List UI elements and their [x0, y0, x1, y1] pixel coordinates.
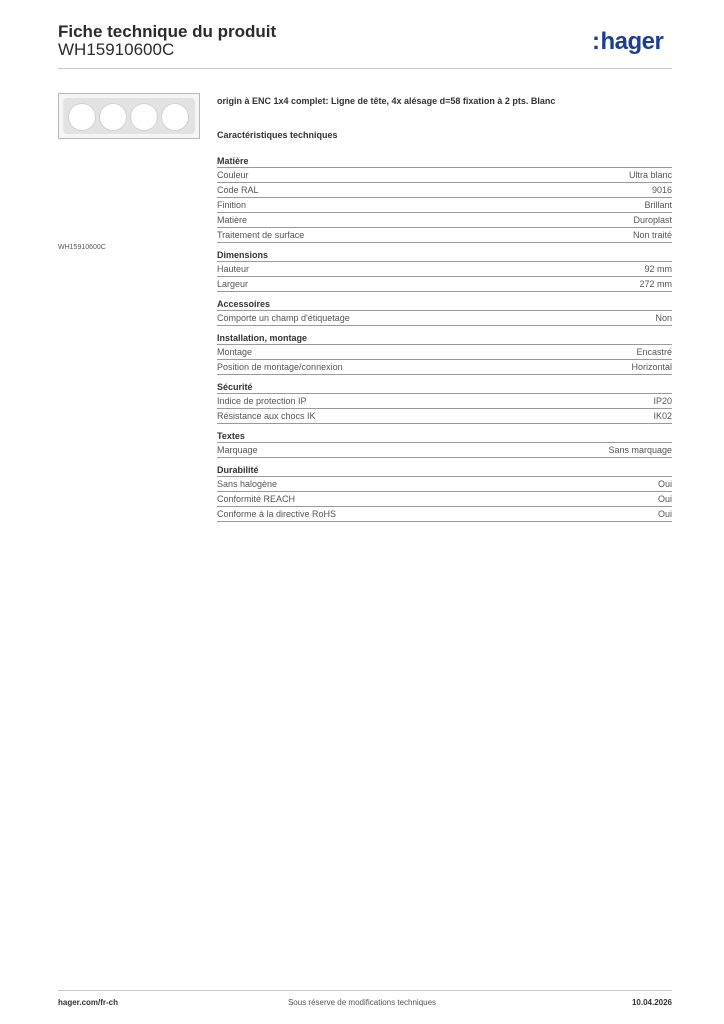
spec-value: Duroplast [633, 215, 672, 225]
footer-date: 10.04.2026 [631, 998, 672, 1007]
section-title: Sécurité [217, 382, 253, 392]
spec-label: Sans halogène [217, 479, 278, 489]
spec-section [217, 430, 672, 458]
logo-text: hager [600, 28, 664, 55]
footer-website-link[interactable]: hager.com/fr-ch [58, 998, 119, 1007]
spec-value: Non traité [632, 230, 672, 240]
spec-label: Hauteur [217, 264, 250, 274]
spec-row [217, 393, 672, 408]
section-title: Textes [217, 431, 245, 441]
spec-label: Traitement de surface [217, 230, 305, 240]
section-title: Matière [217, 156, 249, 166]
spec-row [217, 227, 672, 243]
footer-divider [58, 990, 672, 991]
tech-heading: Caractéristiques techniques [217, 130, 338, 140]
spec-label: Marquage [217, 445, 258, 455]
spec-section [217, 464, 672, 522]
spec-value: Horizontal [631, 362, 672, 372]
product-image [58, 93, 200, 139]
logo-mark-icon: : [592, 28, 600, 55]
spec-row [217, 167, 672, 182]
spec-label: Position de montage/connexion [217, 362, 343, 372]
spec-label: Indice de protection IP [217, 396, 307, 406]
spec-label: Couleur [217, 170, 249, 180]
spec-section [217, 249, 672, 292]
spec-label: Comporte un champ d'étiquetage [217, 313, 350, 323]
socket-hole-icon [161, 103, 189, 131]
spec-value: Brillant [644, 200, 672, 210]
page-title: Fiche technique du produit [58, 22, 277, 41]
spec-row [217, 506, 672, 522]
spec-value: Encastré [636, 347, 672, 357]
spec-row [217, 261, 672, 276]
spec-value: 9016 [651, 185, 672, 195]
spec-row [217, 182, 672, 197]
spec-section [217, 332, 672, 375]
spec-label: Résistance aux chocs IK [217, 411, 316, 421]
spec-row [217, 476, 672, 491]
spec-section [217, 298, 672, 326]
spec-row [217, 491, 672, 506]
spec-label: Conforme à la directive RoHS [217, 509, 337, 519]
spec-value: IP20 [653, 396, 672, 406]
spec-row [217, 310, 672, 326]
spec-value: Oui [657, 479, 672, 489]
spec-row [217, 344, 672, 359]
socket-hole-icon [68, 103, 96, 131]
header-divider [58, 68, 672, 69]
spec-value: IK02 [653, 411, 672, 421]
spec-sections [217, 155, 672, 522]
section-title: Installation, montage [217, 333, 308, 343]
spec-value: Ultra blanc [628, 170, 672, 180]
spec-row [217, 276, 672, 292]
spec-value: 272 mm [639, 279, 672, 289]
spec-section [217, 155, 672, 243]
section-title: Accessoires [217, 299, 271, 309]
product-description: origin à ENC 1x4 complet: Ligne de tête, 4x alésage d=58 fixation à 2 pts. Blanc [217, 96, 556, 106]
hager-logo[interactable] [592, 30, 663, 54]
spec-label: Matière [217, 215, 248, 225]
spec-row [217, 442, 672, 458]
footer-notice: Sous réserve de modifications techniques [287, 998, 437, 1007]
spec-value: Non [655, 313, 672, 323]
spec-row [217, 212, 672, 227]
spec-row [217, 408, 672, 424]
spec-label: Largeur [217, 279, 249, 289]
spec-row [217, 197, 672, 212]
spec-label: Conformité REACH [217, 494, 296, 504]
spec-value: Oui [657, 509, 672, 519]
frame-plate-icon [63, 98, 195, 134]
spec-value: 92 mm [644, 264, 672, 274]
spec-value: Oui [657, 494, 672, 504]
spec-row [217, 359, 672, 375]
spec-section [217, 381, 672, 424]
spec-label: Finition [217, 200, 247, 210]
spec-value: Sans marquage [608, 445, 672, 455]
product-image-caption: WH15910600C [58, 244, 106, 251]
product-code: WH15910600C [58, 40, 175, 59]
spec-label: Code RAL [217, 185, 259, 195]
socket-hole-icon [99, 103, 127, 131]
spec-label: Montage [217, 347, 253, 357]
spec-content [217, 92, 672, 522]
socket-hole-icon [130, 103, 158, 131]
section-title: Durabilité [217, 465, 259, 475]
section-title: Dimensions [217, 250, 269, 260]
